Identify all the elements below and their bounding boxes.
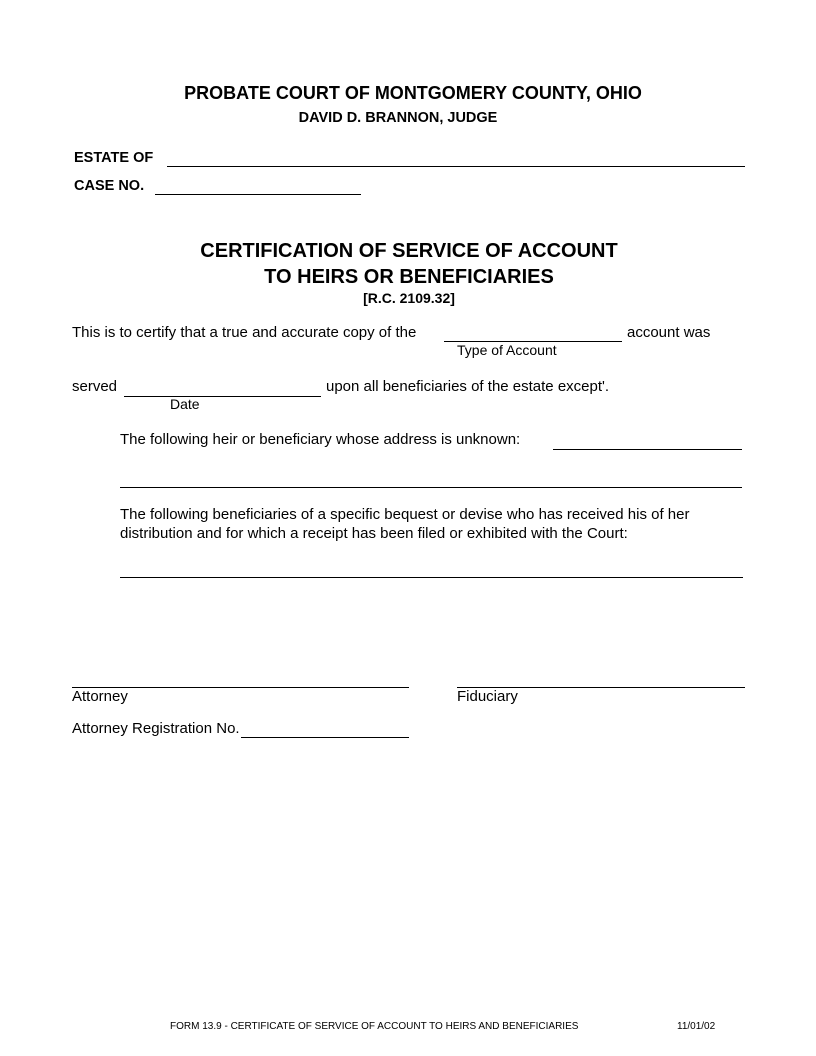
certify-statement-start: This is to certify that a true and accurate copy of the (72, 324, 417, 341)
specific-bequest-statement: The following beneficiaries of a specific bequest or devise who has received his of her distribution and for which a receipt has been filed or exhibited with the Court: (120, 506, 690, 542)
case-number-field[interactable] (155, 194, 361, 195)
estate-field[interactable] (167, 166, 745, 167)
judge-name: DAVID D. BRANNON, JUDGE (298, 110, 498, 126)
unknown-heir-field-continued[interactable] (120, 487, 742, 488)
unknown-heir-field[interactable] (553, 449, 742, 450)
service-date-label: Date (170, 396, 200, 412)
specific-bequest-field[interactable] (120, 577, 743, 578)
attorney-registration-field[interactable] (241, 737, 409, 738)
fiduciary-label: Fiduciary (457, 688, 518, 705)
served-label: served (72, 378, 118, 395)
court-name: PROBATE COURT OF MONTGOMERY COUNTY, OHIO (184, 83, 642, 103)
form-title-line-2: TO HEIRS OR BENEFICIARIES (264, 266, 554, 288)
served-statement-end: upon all beneficiaries of the estate except'. (326, 378, 610, 395)
certify-statement-end: account was (627, 324, 711, 341)
account-type-label: Type of Account (457, 342, 557, 358)
estate-label: ESTATE OF (74, 150, 154, 166)
form-title-line-1: CERTIFICATION OF SERVICE OF ACCOUNT (200, 240, 618, 262)
attorney-registration-label: Attorney Registration No. (72, 720, 240, 737)
service-date-field[interactable] (124, 396, 321, 397)
attorney-label: Attorney (72, 688, 128, 705)
footer-revision-date: 11/01/02 (677, 1021, 716, 1032)
unknown-heir-statement: The following heir or beneficiary whose address is unknown: (120, 431, 521, 448)
case-number-label: CASE NO. (74, 178, 145, 194)
footer-form-id: FORM 13.9 - CERTIFICATE OF SERVICE OF ACCOUNT TO HEIRS AND BENEFICIARIES (170, 1021, 579, 1032)
statute-reference: [R.C. 2109.32] (363, 290, 455, 306)
